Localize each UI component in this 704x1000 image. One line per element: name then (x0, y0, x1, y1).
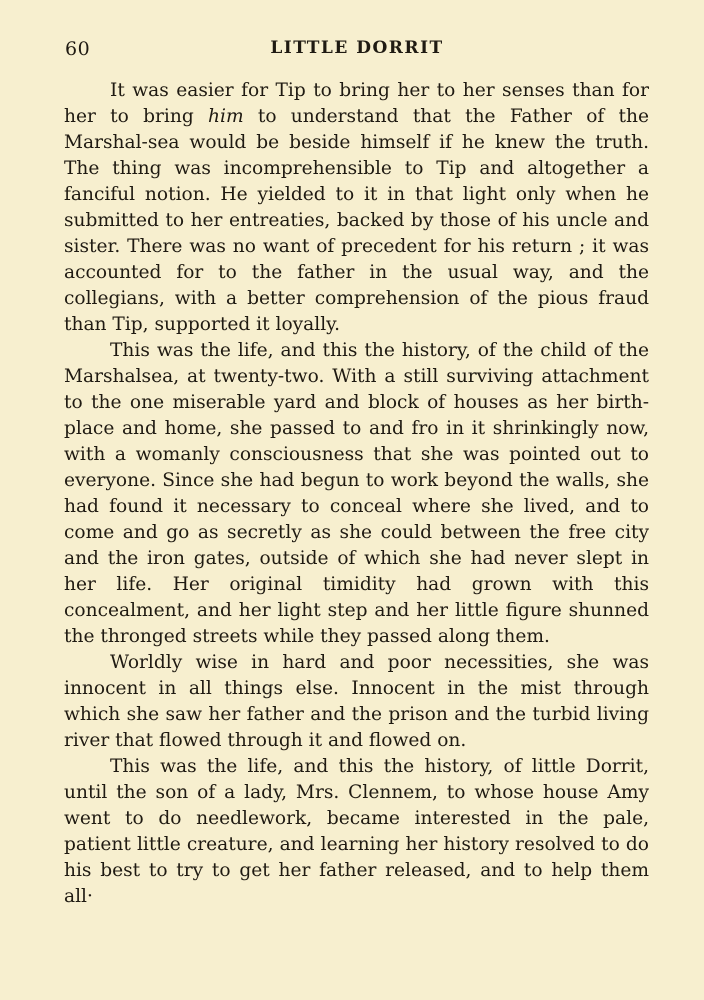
page-header (65, 38, 649, 66)
paragraph-2: This was the life, and this the history, of the child of the Marshalsea, at twenty-two. With a still surviving attachment to the one miserable yard and block of houses as her birth-place and home, she passed to and fro in it shrinkingly now, with a womanly consciousness that she was pointed out to everyone. Since she had begun to work beyond the walls, she had found it necessary to conceal where she lived, and to come and go as secretly as she could between the free city and the iron gates, outside of which she had never slept in her life. Her original timidity had grown with this concealment, and her light step and her little figure shunned the thronged streets while they passed along them. (64, 340, 649, 647)
paragraph-1-emphasis: him (208, 106, 244, 127)
paragraph-1-text-start: It was easier for Tip to bring her to her senses than for her to bring (64, 80, 649, 127)
paragraph-4: This was the life, and this the history, of little Dorrit, until the son of a lady, Mrs. Clennem, to whose house Amy went to do needlework, became interested in the pale, patient little creature, and learning her history resolved to do his best to try to get her father released, and to help them all· (64, 756, 649, 907)
paragraph-3: Worldly wise in hard and poor necessities, she was innocent in all things else. Innocent in the mist through which she saw her father and the prison and the turbid living river that flowed through it and flowed on. (64, 652, 649, 751)
paragraph-1-text-end: to understand that the Father of the Marshal-sea would be beside himself if he knew the truth. The thing was incomprehensible to Tip and altogether a fanciful notion. He yielded to it in that light only when he submitted to her entreaties, backed by those of his uncle and sister. There was no want of precedent for his return ; it was accounted for to the father in the usual way, and the collegians, with a better comprehension of the pious fraud than Tip, supported it loyally. (64, 106, 649, 335)
running-title: LITTLE DORRIT (270, 38, 444, 58)
page-number: 60 (65, 38, 91, 60)
body-text (64, 78, 649, 910)
paragraph-1 (64, 78, 649, 338)
